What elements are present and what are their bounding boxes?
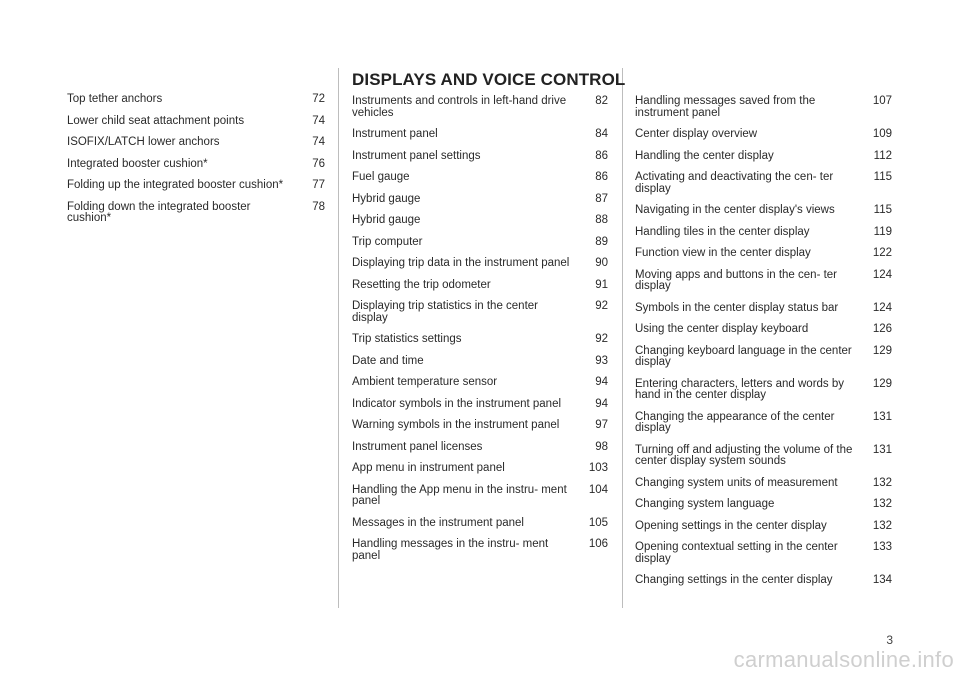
toc-entry[interactable]	[352, 356, 608, 368]
toc-entry-page: 72	[312, 93, 325, 105]
toc-entry-title: Changing the appearance of the center display	[635, 410, 835, 434]
toc-entry[interactable]	[635, 542, 892, 565]
toc-entry[interactable]	[67, 94, 325, 106]
toc-entry[interactable]	[635, 499, 892, 511]
toc-entry-page: 115	[873, 204, 892, 216]
toc-entry[interactable]	[352, 518, 608, 530]
toc-column-1	[67, 94, 325, 235]
toc-entry[interactable]	[352, 151, 608, 163]
toc-entry[interactable]	[635, 172, 892, 195]
toc-entry-title: Handling tiles in the center display	[635, 225, 810, 238]
toc-entry[interactable]	[635, 478, 892, 490]
toc-entry[interactable]	[635, 445, 892, 468]
toc-entry-page: 124	[872, 268, 892, 281]
toc-entry[interactable]	[635, 270, 892, 293]
toc-entry-title: Using the center display keyboard	[635, 323, 809, 335]
toc-entry-page: 74	[312, 114, 325, 127]
toc-entry-title: Center display overview	[635, 128, 758, 140]
toc-entry-title: Changing keyboard language in the center display	[635, 344, 852, 368]
toc-entry[interactable]	[352, 399, 608, 411]
toc-entry-page: 133	[872, 541, 892, 553]
toc-entry-page: 105	[588, 516, 608, 529]
toc-entry-title: Handling the center display	[635, 149, 774, 162]
toc-entry-title: Symbols in the center display status bar	[635, 301, 839, 314]
toc-entry-page: 88	[595, 214, 608, 226]
toc-entry[interactable]	[635, 151, 892, 163]
toc-entry[interactable]	[67, 116, 325, 128]
toc-entry-title: Resetting the trip odometer	[352, 278, 491, 291]
toc-entry-title: Handling the App menu in the instru- ment panel	[352, 483, 567, 507]
toc-entry[interactable]	[67, 180, 325, 192]
toc-entry-title: Turning off and adjusting the volume of the center display system sounds	[635, 443, 853, 467]
toc-entry-page: 98	[595, 440, 608, 453]
toc-entry[interactable]	[635, 324, 892, 336]
toc-entry[interactable]	[352, 334, 608, 346]
toc-entry-page: 76	[312, 157, 325, 170]
toc-entry-page: 103	[588, 462, 608, 474]
toc-entry-page: 104	[588, 483, 608, 496]
toc-entry-title: Top tether anchors	[67, 93, 163, 105]
toc-entry[interactable]	[352, 215, 608, 227]
toc-entry-title: Opening contextual setting in the center display	[635, 541, 838, 565]
toc-entry[interactable]	[635, 521, 892, 533]
toc-entry-page: 92	[595, 333, 608, 345]
watermark: carmanualsonline.info	[733, 647, 954, 672]
toc-entry[interactable]	[67, 137, 325, 149]
toc-entry-page: 86	[595, 149, 608, 162]
toc-entry[interactable]	[352, 129, 608, 141]
toc-entry-title: Instruments and controls in left-hand drive vehicles	[352, 95, 567, 119]
toc-entry-title: Hybrid gauge	[352, 192, 421, 205]
toc-entry-title: Fuel gauge	[352, 171, 410, 183]
toc-column-3	[635, 96, 892, 597]
toc-entry-title: Handling messages in the instru- ment panel	[352, 538, 549, 562]
toc-entry[interactable]	[635, 575, 892, 587]
toc-entry-title: Changing system units of measurement	[635, 476, 838, 489]
toc-entry-page: 106	[588, 538, 608, 550]
toc-column-2	[352, 96, 608, 572]
toc-entry-page: 107	[872, 95, 892, 107]
toc-entry-title: Integrated booster cushion*	[67, 157, 208, 170]
toc-entry-title: Trip computer	[352, 235, 423, 248]
toc-entry-title: Folding down the integrated booster cushion*	[67, 200, 251, 224]
toc-entry-page: 132	[872, 476, 892, 489]
toc-entry-title: Function view in the center display	[635, 247, 811, 259]
toc-entry[interactable]	[67, 159, 325, 171]
column-divider-left	[338, 68, 339, 608]
toc-entry-title: Handling messages saved from the instrument panel	[635, 95, 816, 119]
toc-entry[interactable]	[635, 412, 892, 435]
toc-entry-title: Ambient temperature sensor	[352, 376, 498, 388]
toc-entry[interactable]	[635, 379, 892, 402]
toc-entry-title: Trip statistics settings	[352, 333, 462, 345]
toc-entry[interactable]	[352, 442, 608, 454]
toc-entry-title: Entering characters, letters and words by hand in the center display	[635, 377, 845, 401]
toc-entry-page: 132	[872, 519, 892, 532]
toc-entry-page: 78	[312, 200, 325, 213]
toc-entry-page: 93	[595, 354, 608, 367]
toc-entry[interactable]	[352, 96, 608, 119]
toc-entry-page: 124	[872, 301, 892, 314]
toc-entry[interactable]	[352, 172, 608, 184]
toc-entry-title: Displaying trip statistics in the center display	[352, 300, 538, 324]
section-title: DISPLAYS AND VOICE CONTROL	[352, 70, 626, 89]
toc-entry[interactable]	[635, 205, 892, 217]
toc-entry-page: 86	[595, 171, 608, 183]
toc-entry-title: Moving apps and buttons in the cen- ter display	[635, 268, 838, 292]
toc-entry[interactable]	[635, 227, 892, 239]
toc-entry-page: 126	[872, 323, 892, 335]
toc-entry-title: Changing settings in the center display	[635, 574, 833, 586]
toc-entry-page: 112	[873, 149, 892, 162]
toc-entry-page: 94	[595, 397, 608, 410]
toc-entry-page: 115	[873, 171, 892, 183]
toc-entry[interactable]	[352, 539, 608, 562]
toc-entry-page: 109	[872, 128, 892, 140]
toc-entry-title: Opening settings in the center display	[635, 519, 827, 532]
toc-entry-page: 129	[872, 377, 892, 390]
toc-entry-title: Displaying trip data in the instrument panel	[352, 257, 570, 269]
toc-entry-title: Hybrid gauge	[352, 214, 421, 226]
toc-entry[interactable]	[352, 258, 608, 270]
toc-entry-page: 131	[872, 443, 892, 456]
toc-entry-page: 94	[595, 376, 608, 388]
toc-entry[interactable]	[352, 280, 608, 292]
toc-entry-page: 77	[312, 179, 325, 191]
toc-entry-title: Instrument panel settings	[352, 149, 481, 162]
column-divider-right	[622, 68, 623, 608]
toc-entry-page: 131	[872, 410, 892, 423]
toc-entry-title: Instrument panel licenses	[352, 440, 483, 453]
toc-entry-page: 92	[595, 300, 608, 312]
toc-entry[interactable]	[635, 96, 892, 119]
toc-entry[interactable]	[635, 248, 892, 260]
toc-entry[interactable]	[635, 129, 892, 141]
page-number: 3	[886, 633, 893, 647]
toc-entry[interactable]	[352, 485, 608, 508]
toc-entry-page: 134	[872, 574, 892, 586]
toc-entry-page: 82	[595, 95, 608, 107]
toc-entry-page: 87	[595, 192, 608, 205]
toc-entry-title: Navigating in the center display's views	[635, 204, 835, 216]
toc-entry[interactable]	[352, 301, 608, 324]
toc-entry-title: Folding up the integrated booster cushion*	[67, 179, 284, 191]
toc-entry-page: 84	[595, 128, 608, 140]
toc-entry-page: 129	[872, 344, 892, 357]
toc-entry[interactable]	[352, 377, 608, 389]
toc-entry[interactable]	[635, 346, 892, 369]
toc-entry-title: Lower child seat attachment points	[67, 114, 245, 127]
toc-entry-page: 122	[872, 247, 892, 259]
toc-entry-title: Indicator symbols in the instrument panel	[352, 397, 562, 410]
toc-entry[interactable]	[635, 303, 892, 315]
toc-entry-title: Changing system language	[635, 498, 775, 510]
toc-entry[interactable]	[352, 194, 608, 206]
toc-entry[interactable]	[352, 237, 608, 249]
toc-entry-title: Instrument panel	[352, 128, 438, 140]
toc-entry-title: Messages in the instrument panel	[352, 516, 524, 529]
toc-entry-title: App menu in instrument panel	[352, 462, 505, 474]
toc-entry-page: 119	[873, 225, 892, 238]
toc-entry-page: 132	[872, 498, 892, 510]
toc-entry-title: ISOFIX/LATCH lower anchors	[67, 136, 220, 148]
toc-entry-title: Activating and deactivating the cen- ter display	[635, 171, 834, 195]
toc-entry[interactable]	[67, 202, 325, 225]
toc-entry-page: 90	[595, 257, 608, 269]
toc-entry-page: 74	[312, 136, 325, 148]
toc-entry[interactable]	[352, 420, 608, 432]
toc-entry-title: Warning symbols in the instrument panel	[352, 419, 560, 431]
toc-entry-title: Date and time	[352, 354, 424, 367]
toc-entry-page: 89	[595, 235, 608, 248]
toc-entry-page: 97	[595, 419, 608, 431]
toc-entry[interactable]	[352, 463, 608, 475]
toc-entry-page: 91	[595, 278, 608, 291]
